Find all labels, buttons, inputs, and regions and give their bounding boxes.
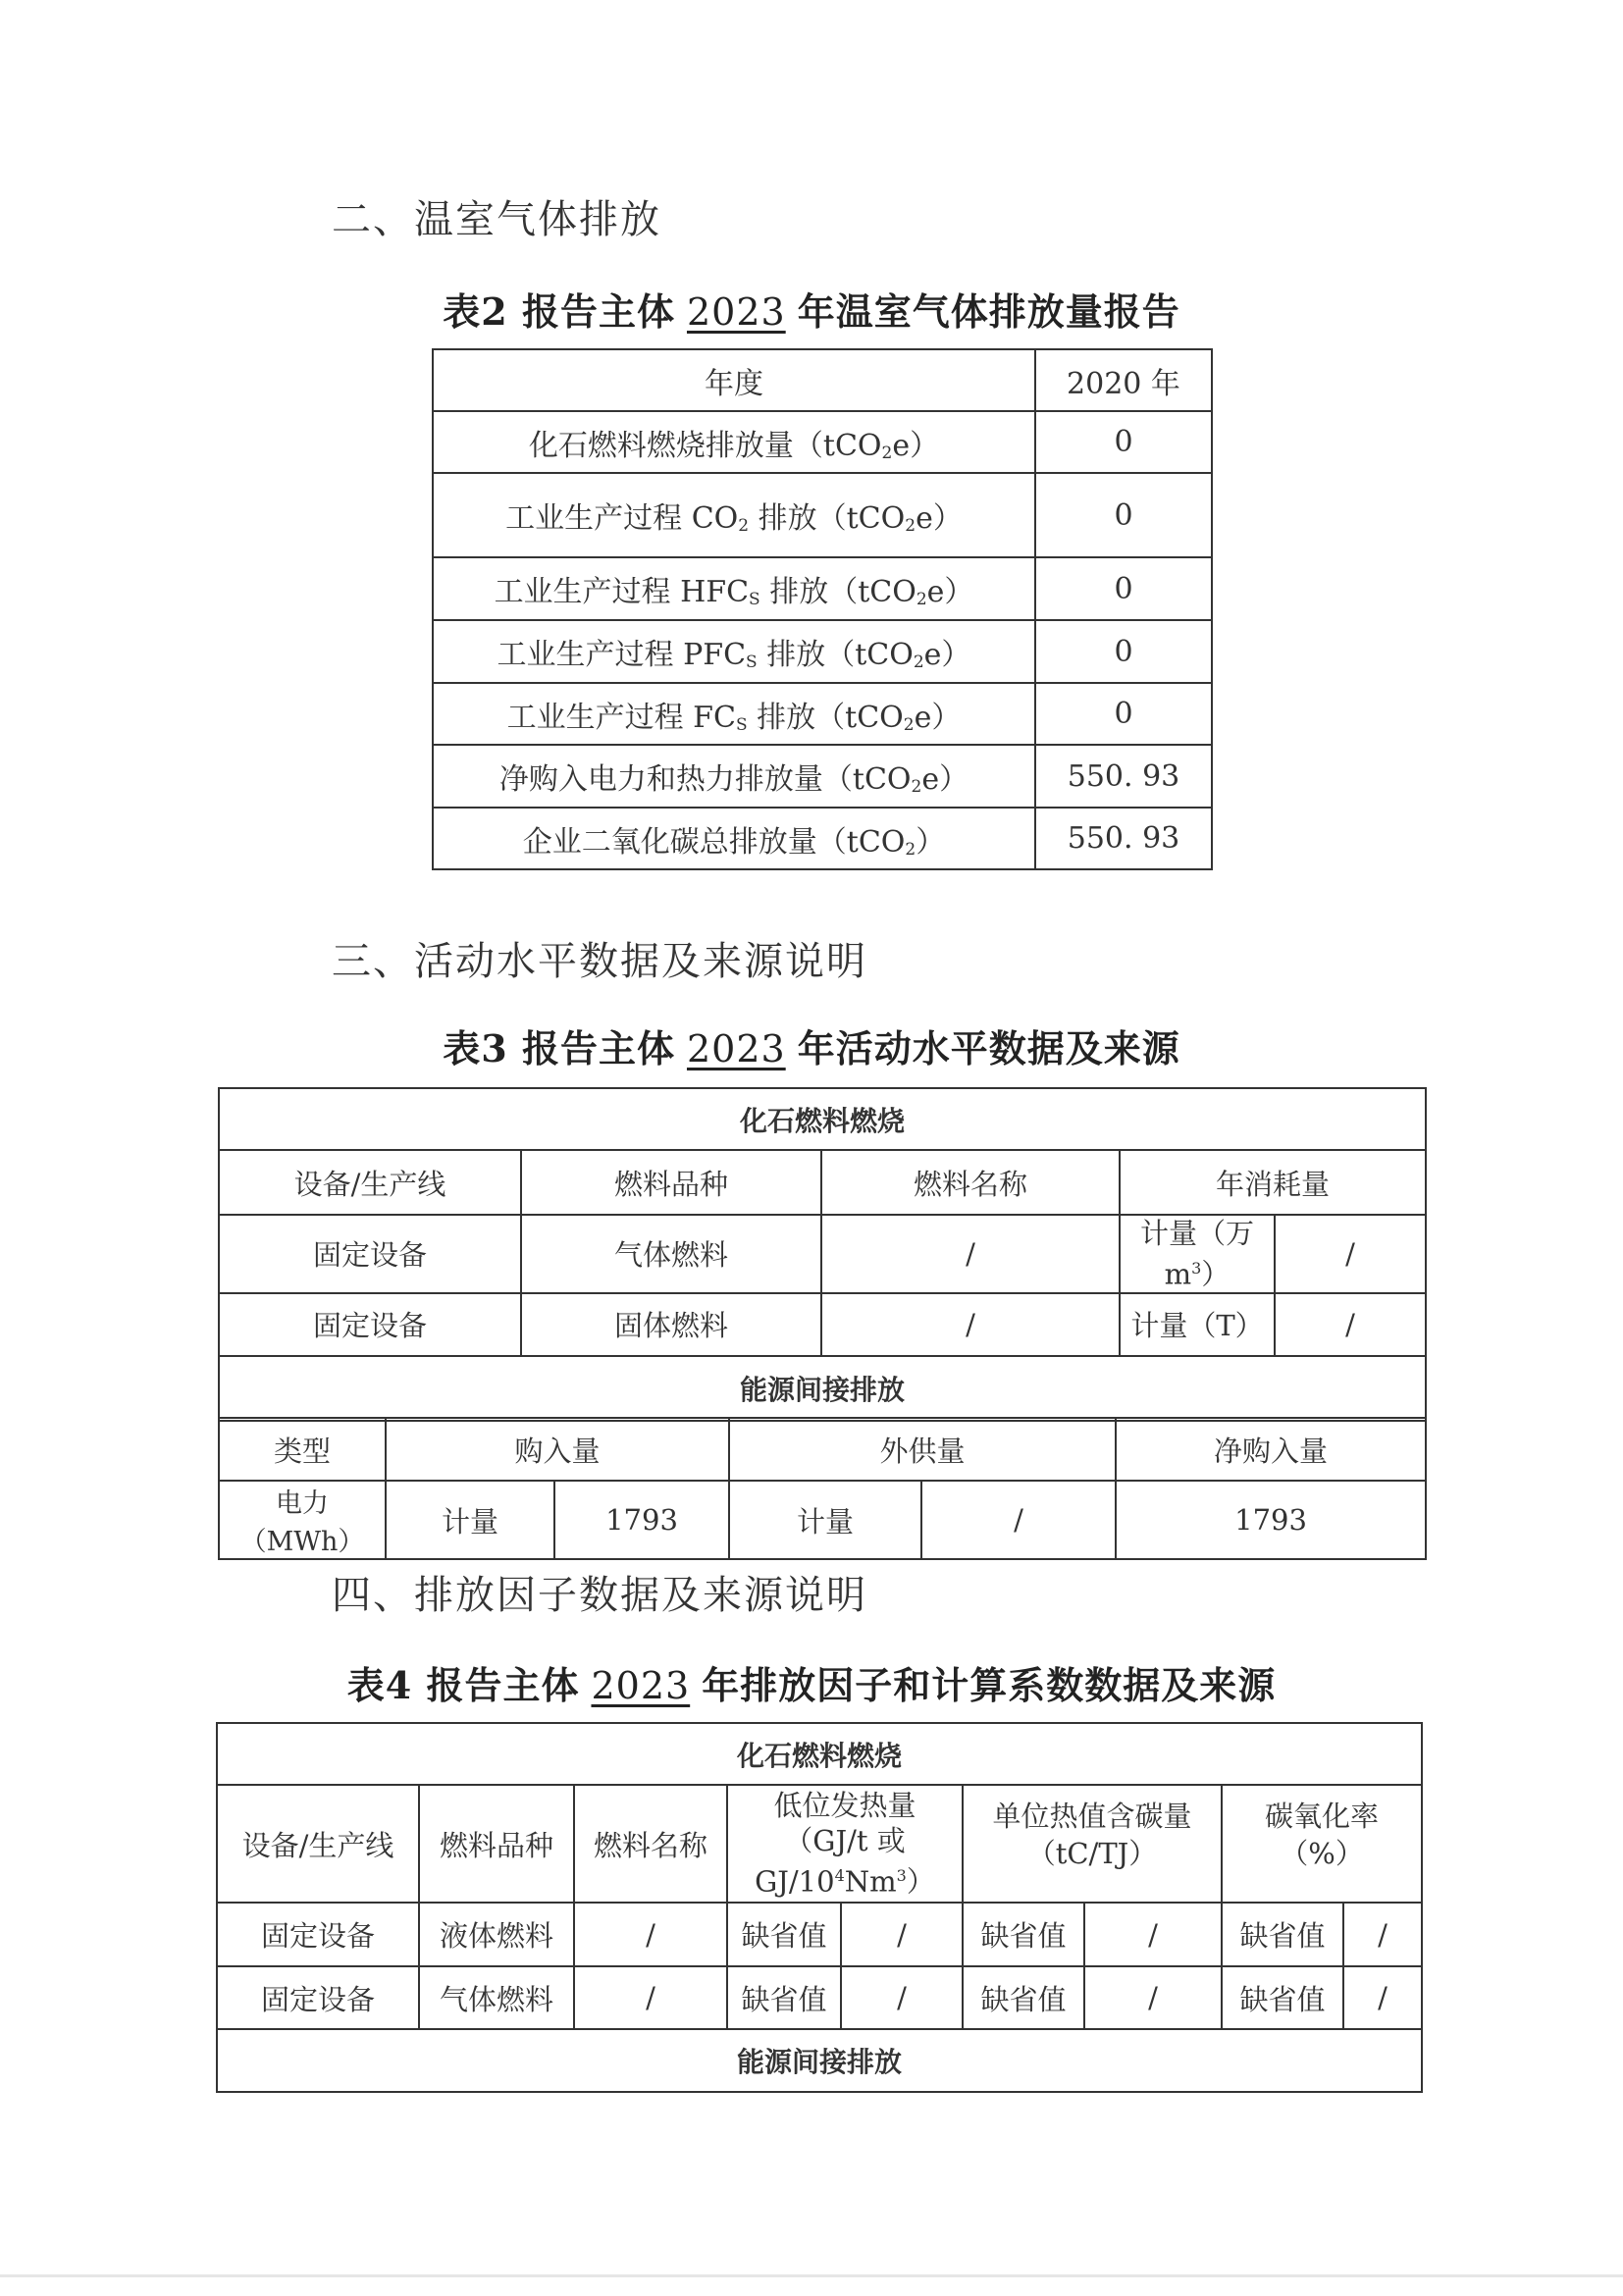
table3-fossil-header: 化石燃料燃烧 xyxy=(219,1088,1426,1150)
table3-cell-supplied: / xyxy=(921,1481,1116,1559)
table4-col-fuel-type: 燃料品种 xyxy=(419,1785,574,1903)
table4-cell-oxidation-source: 缺省值 xyxy=(1222,1966,1343,2029)
table4-cell-fuel-name: / xyxy=(574,1903,727,1966)
table-row xyxy=(217,2029,1422,2092)
table4-cell-carbon-source: 缺省值 xyxy=(963,1903,1084,1966)
table3-cell-fuel-name: / xyxy=(821,1293,1120,1356)
table4-col-ncv-line3: $GJ/10^4Nm^3$） xyxy=(755,1864,935,1899)
table-row xyxy=(219,1293,1426,1356)
table-row xyxy=(433,473,1212,557)
table-row xyxy=(433,745,1212,808)
table3-cell-unit: 计量（T） xyxy=(1120,1293,1275,1356)
table4-col-carbon-content xyxy=(963,1785,1222,1903)
table3-cell-purchased: 1793 xyxy=(554,1481,729,1559)
table2-row-label: 化石燃料燃烧排放量（tCO$_2$e） xyxy=(433,411,1035,473)
table3-cell-equipment: 固定设备 xyxy=(219,1215,521,1293)
table2-row-value: 0 xyxy=(1035,411,1212,473)
table-row xyxy=(433,557,1212,620)
table2-title xyxy=(0,282,1623,336)
table4-cell-ncv-source: 缺省值 xyxy=(727,1903,841,1966)
table-row xyxy=(433,808,1212,869)
table4-cell-ncv: / xyxy=(841,1903,963,1966)
table2-title-year: 2023 xyxy=(686,290,786,334)
table2-row-value: 550. 93 xyxy=(1035,808,1212,869)
table3-title-prefix: 表3 报告主体 xyxy=(443,1026,675,1070)
table3-cell-net: 1793 xyxy=(1116,1481,1426,1559)
table4-cell-equipment: 固定设备 xyxy=(217,1903,419,1966)
table-row xyxy=(433,411,1212,473)
table3-fossil-fuel xyxy=(218,1087,1427,1422)
table2-row-value: 0 xyxy=(1035,473,1212,557)
table2-row-label: 工业生产过程 $FC_S$ 排放（tCO$_2$e） xyxy=(433,683,1035,745)
table4-cell-oxidation: / xyxy=(1343,1966,1422,2029)
table3-indirect-energy xyxy=(218,1417,1427,1560)
table3-title-suffix: 年活动水平数据及来源 xyxy=(797,1026,1180,1070)
table2-header-label: 年度 xyxy=(433,349,1035,411)
table-row xyxy=(217,1723,1422,1785)
table3-cell-fuel-type: 固体燃料 xyxy=(521,1293,821,1356)
table2-row-value: 0 xyxy=(1035,557,1212,620)
table-row xyxy=(219,1150,1426,1215)
table4-col-carbon-line2: （tC/TJ） xyxy=(1026,1837,1158,1870)
table2-title-prefix: 表2 报告主体 xyxy=(443,289,675,334)
table3-cell-type: 电力（MWh） xyxy=(219,1481,386,1559)
table2-row-label: 工业生产过程 $HFC_S$ 排放（tCO$_2$e） xyxy=(433,557,1035,620)
table3-title xyxy=(0,1018,1623,1072)
table3-cell-measure: 计量 xyxy=(729,1481,921,1559)
table4-col-ncv-line2: （GJ/t 或 xyxy=(784,1824,906,1858)
table2-row-label: 工业生产过程 $PFC_S$ 排放（tCO$_2$e） xyxy=(433,620,1035,683)
table4-cell-carbon: / xyxy=(1084,1966,1222,2029)
table3-col-net: 净购入量 xyxy=(1116,1418,1426,1481)
table3-cell-unit: 计量（万 $m^3$） xyxy=(1120,1215,1275,1293)
table3-cell-measure: 计量 xyxy=(386,1481,554,1559)
table4-cell-carbon: / xyxy=(1084,1903,1222,1966)
table3-col-fuel-name: 燃料名称 xyxy=(821,1150,1120,1215)
table3-col-fuel-type: 燃料品种 xyxy=(521,1150,821,1215)
table4-col-fuel-name: 燃料名称 xyxy=(574,1785,727,1903)
table4-col-oxidation-line1: 碳氧化率 xyxy=(1265,1800,1380,1833)
table2-title-suffix: 年温室气体排放量报告 xyxy=(797,289,1180,334)
table4-col-carbon-line1: 单位热值含碳量 xyxy=(992,1800,1192,1833)
table4-cell-oxidation: / xyxy=(1343,1903,1422,1966)
table4-cell-fuel-type: 气体燃料 xyxy=(419,1966,574,2029)
table-row xyxy=(219,1418,1426,1481)
section-heading-activity: 三、活动水平数据及来源说明 xyxy=(332,939,867,984)
table2-row-label: 净购入电力和热力排放量（tCO$_2$e） xyxy=(433,745,1035,808)
table2-row-value: 0 xyxy=(1035,683,1212,745)
table-row xyxy=(219,1481,1426,1559)
table4-fossil-header: 化石燃料燃烧 xyxy=(217,1723,1422,1785)
table4-title-prefix: 表4 报告主体 xyxy=(346,1663,580,1707)
table3-cell-value: / xyxy=(1275,1215,1426,1293)
table3-indirect-header: 能源间接排放 xyxy=(219,1356,1426,1421)
section-heading-ghg: 二、温室气体排放 xyxy=(332,197,661,242)
table3-cell-equipment: 固定设备 xyxy=(219,1293,521,1356)
table-row xyxy=(219,1215,1426,1293)
table-row xyxy=(433,620,1212,683)
table4-col-ncv xyxy=(727,1785,963,1903)
table3-cell-value: / xyxy=(1275,1293,1426,1356)
table4-col-oxidation xyxy=(1222,1785,1422,1903)
table2-row-value: 550. 93 xyxy=(1035,745,1212,808)
table4-cell-oxidation-source: 缺省值 xyxy=(1222,1903,1343,1966)
table4-cell-carbon-source: 缺省值 xyxy=(963,1966,1084,2029)
table4-cell-equipment: 固定设备 xyxy=(217,1966,419,2029)
table4-title-year: 2023 xyxy=(591,1664,691,1707)
table2-ghg-emissions xyxy=(432,348,1213,870)
table3-cell-fuel-type: 气体燃料 xyxy=(521,1215,821,1293)
section-heading-emission-factor: 四、排放因子数据及来源说明 xyxy=(332,1573,867,1618)
table2-header-year: 2020 年 xyxy=(1035,349,1212,411)
table-row xyxy=(219,1088,1426,1150)
scan-edge-line xyxy=(0,2274,1623,2277)
table3-col-annual: 年消耗量 xyxy=(1120,1150,1426,1215)
table4-title-suffix: 年排放因子和计算系数数据及来源 xyxy=(702,1663,1277,1707)
table3-cell-fuel-name: / xyxy=(821,1215,1120,1293)
table4-col-ncv-line1: 低位发热量 xyxy=(773,1789,916,1823)
table3-col-purchased: 购入量 xyxy=(386,1418,729,1481)
table-row xyxy=(217,1966,1422,2029)
table2-row-label: 工业生产过程 $CO_2$ 排放（tCO$_2$e） xyxy=(433,473,1035,557)
table4-cell-ncv: / xyxy=(841,1966,963,2029)
table4-col-equipment: 设备/生产线 xyxy=(217,1785,419,1903)
table4-indirect-header: 能源间接排放 xyxy=(217,2029,1422,2092)
table2-row-value: 0 xyxy=(1035,620,1212,683)
table-row xyxy=(217,1903,1422,1966)
table4-emission-factors xyxy=(216,1722,1423,2093)
table-row xyxy=(217,1785,1422,1903)
table-row xyxy=(433,683,1212,745)
table4-title xyxy=(0,1655,1623,1709)
table4-col-oxidation-line2: （%） xyxy=(1280,1837,1364,1870)
table-row xyxy=(433,349,1212,411)
table3-col-supplied: 外供量 xyxy=(729,1418,1116,1481)
table3-col-type: 类型 xyxy=(219,1418,386,1481)
table4-cell-fuel-name: / xyxy=(574,1966,727,2029)
table4-cell-ncv-source: 缺省值 xyxy=(727,1966,841,2029)
table3-col-equipment: 设备/生产线 xyxy=(219,1150,521,1215)
table2-row-label: 企业二氧化碳总排放量（tCO$_2$） xyxy=(433,808,1035,869)
table3-title-year: 2023 xyxy=(686,1027,786,1070)
table4-cell-fuel-type: 液体燃料 xyxy=(419,1903,574,1966)
table-row xyxy=(219,1356,1426,1421)
